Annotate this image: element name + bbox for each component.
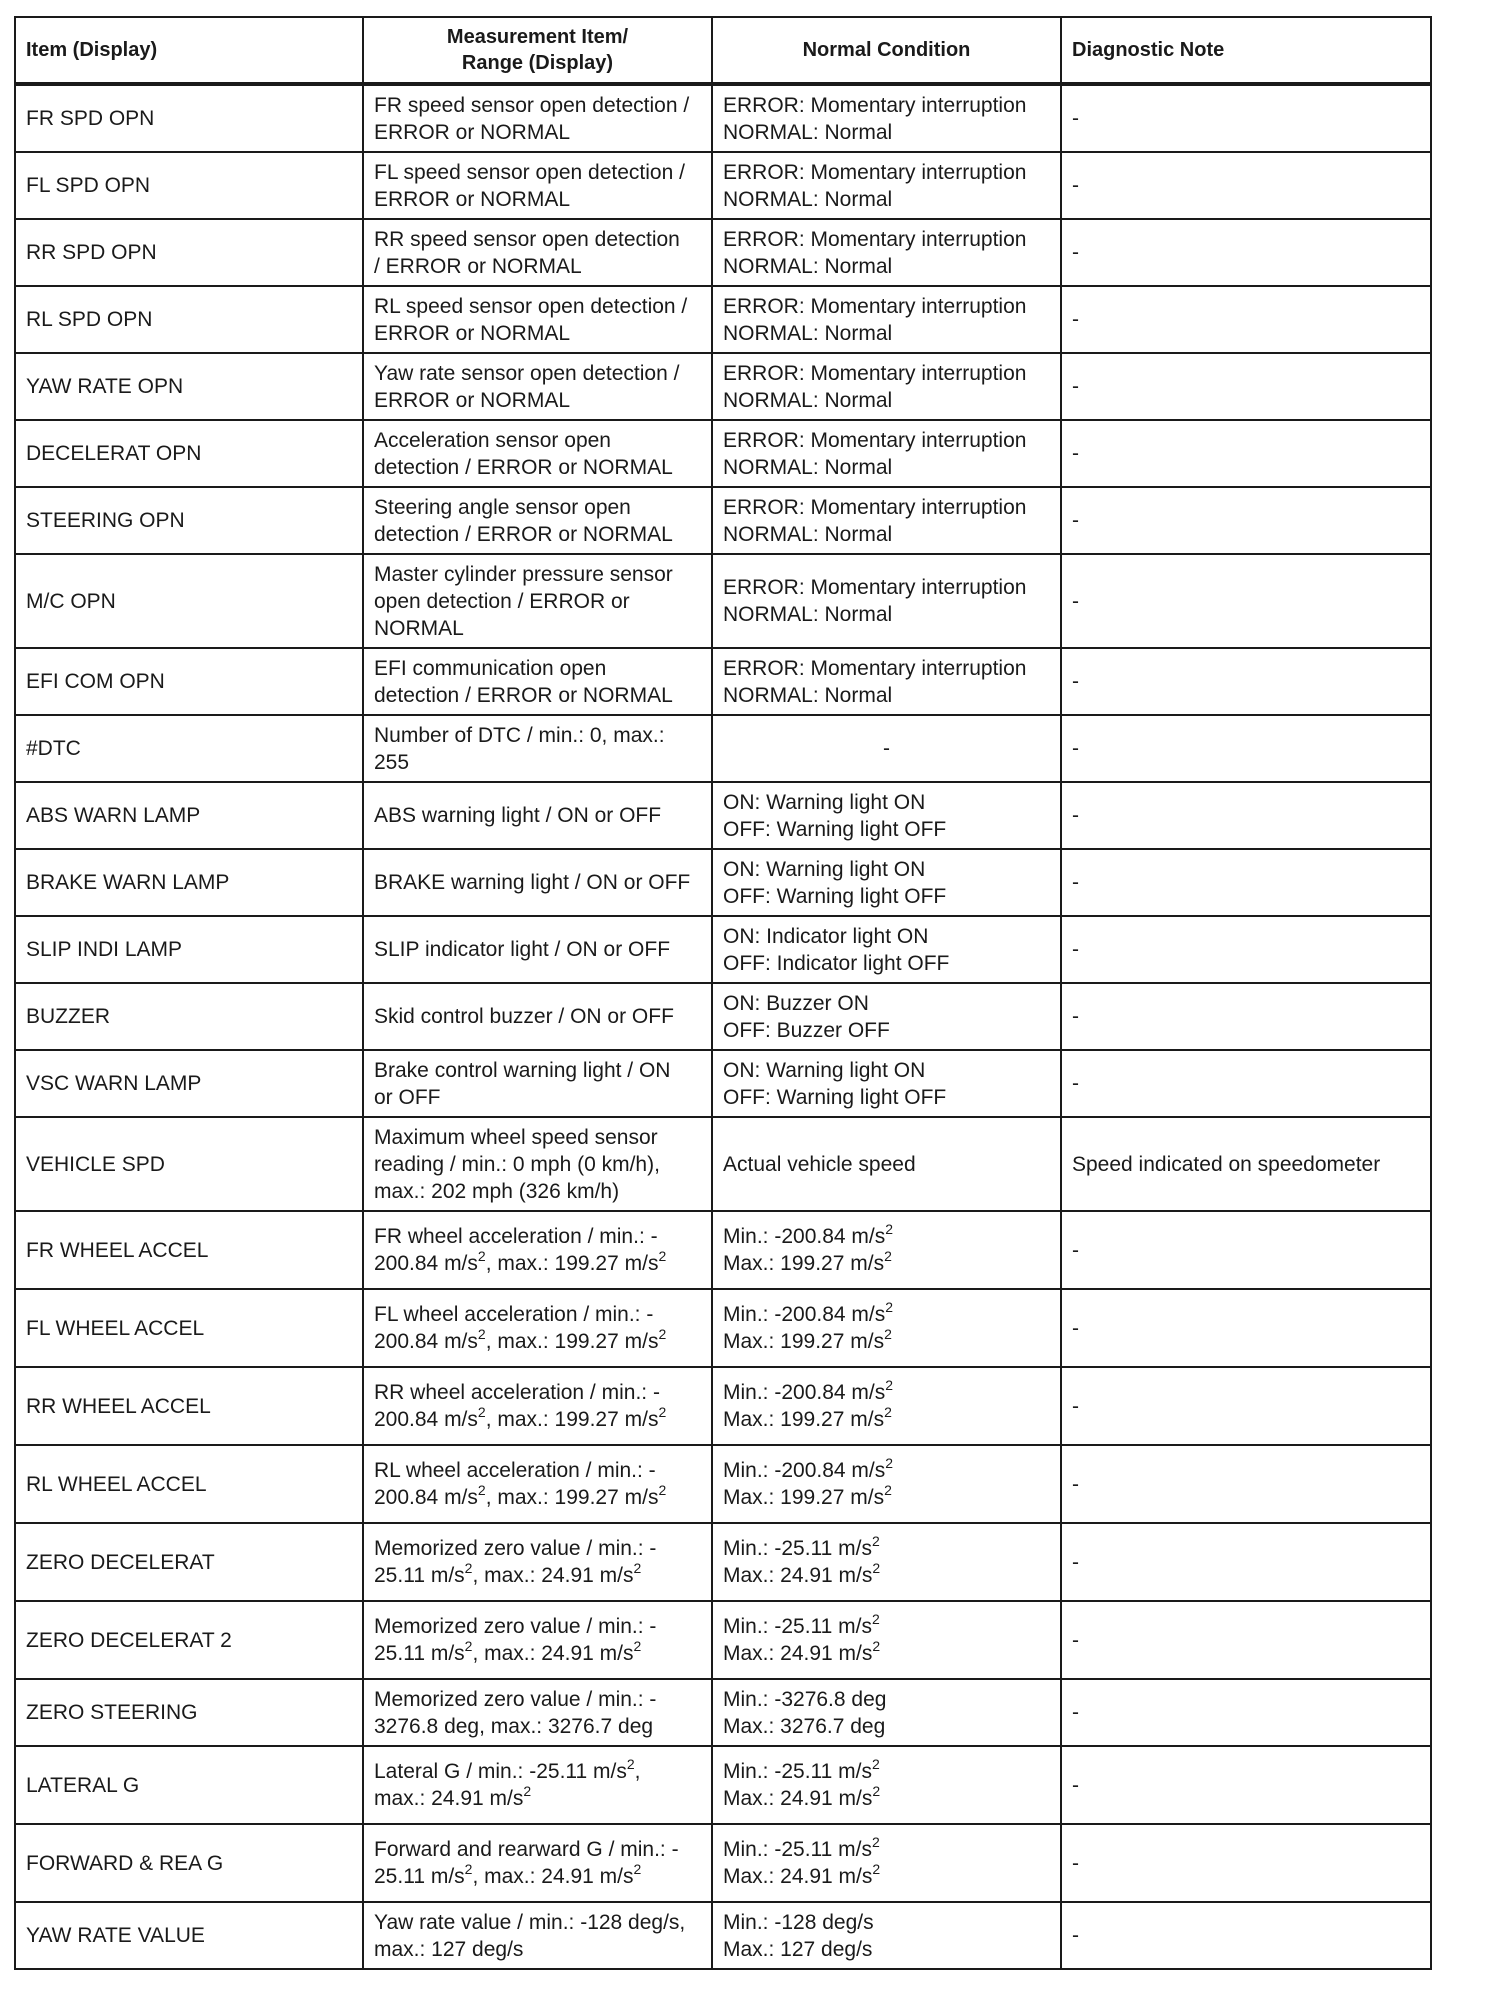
cell-normal	[712, 1117, 1061, 1211]
cell-measurement	[363, 1746, 712, 1824]
cell-item: STEERING OPN	[15, 487, 363, 554]
measurement-line: 255	[374, 750, 410, 774]
normal-line: Max.: 127 deg/s	[723, 1937, 873, 1961]
measurement-line: NORMAL	[374, 616, 464, 640]
normal-line: ERROR: Momentary interruption	[723, 428, 1027, 452]
normal-line: Min.: -200.84 $m/s^2$	[723, 1299, 894, 1326]
cell-item: FORWARD & REA G	[15, 1824, 363, 1902]
cell-measurement	[363, 849, 712, 916]
measurement-line: Brake control warning light / ON	[374, 1058, 671, 1082]
cell-item: M/C OPN	[15, 554, 363, 648]
cell-normal	[712, 1367, 1061, 1445]
normal-line: NORMAL: Normal	[723, 683, 893, 707]
cell-measurement	[363, 353, 712, 420]
cell-measurement	[363, 554, 712, 648]
cell-measurement	[363, 1601, 712, 1679]
normal-line: Min.: -25.11 $m/s^2$	[723, 1533, 880, 1560]
table-row	[15, 1824, 1431, 1902]
table-row	[15, 353, 1431, 420]
cell-item: RR WHEEL ACCEL	[15, 1367, 363, 1445]
normal-line: ON: Warning light ON	[723, 1058, 926, 1082]
table-row	[15, 1902, 1431, 1969]
cell-item: #DTC	[15, 715, 363, 782]
table-row	[15, 84, 1431, 152]
cell-normal	[712, 554, 1061, 648]
cell-item: YAW RATE VALUE	[15, 1902, 363, 1969]
table-row	[15, 1679, 1431, 1746]
cell-measurement	[363, 1445, 712, 1523]
normal-line: Max.: 3276.7 deg	[723, 1714, 886, 1738]
cell-measurement	[363, 916, 712, 983]
measurement-line: Lateral G / min.: -25.11 $m/s^2$,	[374, 1756, 641, 1783]
table-row	[15, 1289, 1431, 1367]
cell-normal	[712, 219, 1061, 286]
header-measurement-line2: Range (Display)	[461, 52, 614, 74]
table-row	[15, 152, 1431, 219]
table-row	[15, 1746, 1431, 1824]
normal-line: ERROR: Momentary interruption	[723, 495, 1027, 519]
cell-item: ZERO DECELERAT 2	[15, 1601, 363, 1679]
measurement-line: Acceleration sensor open	[374, 428, 611, 452]
cell-measurement	[363, 1211, 712, 1289]
cell-measurement	[363, 782, 712, 849]
normal-line: Max.: 24.91 $m/s^2$	[723, 1560, 881, 1587]
normal-line: NORMAL: Normal	[723, 321, 893, 345]
cell-note: -	[1061, 715, 1431, 782]
cell-normal	[712, 916, 1061, 983]
measurement-line: / ERROR or NORMAL	[374, 254, 582, 278]
normal-line: ERROR: Momentary interruption	[723, 294, 1027, 318]
table-row	[15, 715, 1431, 782]
cell-item: ABS WARN LAMP	[15, 782, 363, 849]
measurement-line: max.: 202 mph (326 km/h)	[374, 1179, 620, 1203]
measurement-line: max.: 127 deg/s	[374, 1937, 524, 1961]
normal-line: Min.: -128 deg/s	[723, 1910, 874, 1934]
cell-normal	[712, 420, 1061, 487]
cell-note: -	[1061, 1523, 1431, 1601]
table-row	[15, 554, 1431, 648]
normal-line: ERROR: Momentary interruption	[723, 656, 1027, 680]
normal-line: Max.: 199.27 $m/s^2$	[723, 1248, 892, 1275]
table-body	[15, 84, 1431, 1969]
cell-note: -	[1061, 420, 1431, 487]
cell-normal	[712, 648, 1061, 715]
header-measurement-line1: Measurement Item/	[446, 26, 629, 48]
normal-line: Max.: 24.91 $m/s^2$	[723, 1783, 881, 1810]
normal-line: ON: Indicator light ON	[723, 924, 929, 948]
data-table	[14, 16, 1432, 1970]
cell-measurement	[363, 219, 712, 286]
cell-measurement	[363, 420, 712, 487]
table-row	[15, 1211, 1431, 1289]
cell-item: SLIP INDI LAMP	[15, 916, 363, 983]
measurement-line: Forward and rearward G / min.: -	[374, 1838, 679, 1861]
normal-line: NORMAL: Normal	[723, 603, 893, 626]
normal-line: NORMAL: Normal	[723, 120, 893, 144]
normal-line: -	[883, 737, 890, 760]
normal-line: OFF: Buzzer OFF	[723, 1018, 890, 1042]
measurement-line: 200.84 $m/s^2$, max.: 199.27 $m/s^2$	[374, 1326, 667, 1353]
table-row	[15, 1050, 1431, 1117]
normal-line: OFF: Warning light OFF	[723, 884, 947, 908]
cell-normal	[712, 1902, 1061, 1969]
cell-note: -	[1061, 1367, 1431, 1445]
cell-item: VSC WARN LAMP	[15, 1050, 363, 1117]
measurement-line: RR speed sensor open detection	[374, 227, 680, 251]
measurement-line: ERROR or NORMAL	[374, 187, 571, 211]
table-row	[15, 1367, 1431, 1445]
table-row	[15, 1445, 1431, 1523]
measurement-line: Number of DTC / min.: 0, max.:	[374, 723, 665, 747]
cell-normal	[712, 1601, 1061, 1679]
cell-normal	[712, 715, 1061, 782]
normal-line: OFF: Warning light OFF	[723, 817, 947, 841]
measurement-line: Steering angle sensor open	[374, 495, 631, 519]
cell-measurement	[363, 84, 712, 152]
table-row	[15, 782, 1431, 849]
cell-normal	[712, 1050, 1061, 1117]
cell-item: YAW RATE OPN	[15, 353, 363, 420]
normal-line: ON: Warning light ON	[723, 790, 926, 814]
table-row	[15, 286, 1431, 353]
cell-normal	[712, 286, 1061, 353]
cell-note: -	[1061, 1824, 1431, 1902]
cell-normal	[712, 353, 1061, 420]
cell-note: -	[1061, 1601, 1431, 1679]
measurement-line: Skid control buzzer / ON or OFF	[374, 1005, 674, 1028]
cell-normal	[712, 1824, 1061, 1902]
table-row	[15, 1117, 1431, 1211]
measurement-line: ERROR or NORMAL	[374, 388, 571, 412]
normal-line: NORMAL: Normal	[723, 455, 893, 479]
cell-note: -	[1061, 1289, 1431, 1367]
normal-line: Max.: 199.27 $m/s^2$	[723, 1404, 892, 1431]
cell-item: RL WHEEL ACCEL	[15, 1445, 363, 1523]
measurement-line: 25.11 $m/s^2$, max.: 24.91 $m/s^2$	[374, 1861, 642, 1888]
cell-normal	[712, 1289, 1061, 1367]
normal-line: NORMAL: Normal	[723, 522, 893, 546]
cell-note: -	[1061, 1746, 1431, 1824]
cell-note: -	[1061, 916, 1431, 983]
measurement-line: Memorized zero value / min.: -	[374, 1687, 657, 1711]
cell-note: -	[1061, 487, 1431, 554]
cell-normal	[712, 1445, 1061, 1523]
cell-item: RR SPD OPN	[15, 219, 363, 286]
cell-note: -	[1061, 219, 1431, 286]
cell-item: FR SPD OPN	[15, 84, 363, 152]
cell-note: -	[1061, 782, 1431, 849]
normal-line: OFF: Warning light OFF	[723, 1085, 947, 1109]
cell-note: -	[1061, 1211, 1431, 1289]
normal-line: Max.: 199.27 $m/s^2$	[723, 1482, 892, 1509]
measurement-line: Master cylinder pressure sensor	[374, 562, 673, 586]
cell-measurement	[363, 648, 712, 715]
measurement-line: detection / ERROR or NORMAL	[374, 522, 673, 546]
header-note: Diagnostic Note	[1061, 17, 1431, 84]
measurement-line: RL wheel acceleration / min.: -	[374, 1459, 656, 1482]
measurement-line: SLIP indicator light / ON or OFF	[374, 938, 671, 961]
measurement-line: detection / ERROR or NORMAL	[374, 455, 673, 479]
cell-note: Speed indicated on speedometer	[1061, 1117, 1431, 1211]
cell-note: -	[1061, 1902, 1431, 1969]
normal-line: Actual vehicle speed	[723, 1152, 916, 1176]
normal-line: ON: Warning light ON	[723, 857, 926, 881]
cell-measurement	[363, 1824, 712, 1902]
cell-note: -	[1061, 849, 1431, 916]
cell-measurement	[363, 1289, 712, 1367]
normal-line: NORMAL: Normal	[723, 187, 893, 211]
measurement-line: FR speed sensor open detection /	[374, 93, 690, 117]
cell-measurement	[363, 983, 712, 1050]
cell-measurement	[363, 715, 712, 782]
measurement-line: max.: 24.91 $m/s^2$	[374, 1783, 532, 1810]
cell-measurement	[363, 1679, 712, 1746]
cell-normal	[712, 1679, 1061, 1746]
cell-item: FR WHEEL ACCEL	[15, 1211, 363, 1289]
cell-measurement	[363, 1117, 712, 1211]
normal-line: ERROR: Momentary interruption	[723, 93, 1027, 117]
cell-item: LATERAL G	[15, 1746, 363, 1824]
measurement-line: or OFF	[374, 1085, 441, 1109]
measurement-line: Yaw rate sensor open detection /	[374, 361, 680, 385]
normal-line: Max.: 24.91 $m/s^2$	[723, 1861, 881, 1888]
table-row	[15, 1523, 1431, 1601]
measurement-line: 200.84 $m/s^2$, max.: 199.27 $m/s^2$	[374, 1404, 667, 1431]
cell-measurement	[363, 1523, 712, 1601]
header-measurement	[363, 17, 712, 84]
measurement-line: open detection / ERROR or	[374, 589, 630, 613]
normal-line: Max.: 24.91 $m/s^2$	[723, 1638, 881, 1665]
normal-line: Min.: -3276.8 deg	[723, 1687, 887, 1711]
cell-note: -	[1061, 554, 1431, 648]
cell-normal	[712, 152, 1061, 219]
normal-line: Min.: -200.84 $m/s^2$	[723, 1455, 894, 1482]
cell-normal	[712, 84, 1061, 152]
header-normal: Normal Condition	[712, 17, 1061, 84]
cell-note: -	[1061, 353, 1431, 420]
table-row	[15, 648, 1431, 715]
measurement-line: RL speed sensor open detection /	[374, 294, 688, 318]
table-row	[15, 487, 1431, 554]
cell-item: FL SPD OPN	[15, 152, 363, 219]
measurement-line: 25.11 $m/s^2$, max.: 24.91 $m/s^2$	[374, 1638, 642, 1665]
cell-normal	[712, 1746, 1061, 1824]
cell-note: -	[1061, 1445, 1431, 1523]
table-row	[15, 1601, 1431, 1679]
header-row	[15, 17, 1431, 84]
measurement-line: EFI communication open	[374, 656, 607, 680]
normal-line: NORMAL: Normal	[723, 254, 893, 278]
normal-line: ON: Buzzer ON	[723, 991, 869, 1015]
normal-line: Min.: -25.11 $m/s^2$	[723, 1611, 880, 1638]
measurement-line: Memorized zero value / min.: -	[374, 1537, 657, 1560]
measurement-line: FR wheel acceleration / min.: -	[374, 1225, 658, 1248]
normal-line: ERROR: Momentary interruption	[723, 227, 1027, 251]
normal-line: Min.: -25.11 $m/s^2$	[723, 1756, 880, 1783]
measurement-line: 3276.8 deg, max.: 3276.7 deg	[374, 1714, 654, 1738]
measurement-line: 200.84 $m/s^2$, max.: 199.27 $m/s^2$	[374, 1482, 667, 1509]
measurement-line: 25.11 $m/s^2$, max.: 24.91 $m/s^2$	[374, 1560, 642, 1587]
measurement-line: FL wheel acceleration / min.: -	[374, 1303, 654, 1326]
cell-measurement	[363, 152, 712, 219]
measurement-line: Yaw rate value / min.: -128 deg/s,	[374, 1910, 686, 1934]
cell-item: ZERO DECELERAT	[15, 1523, 363, 1601]
normal-line: OFF: Indicator light OFF	[723, 951, 950, 975]
cell-normal	[712, 983, 1061, 1050]
measurement-line: 200.84 $m/s^2$, max.: 199.27 $m/s^2$	[374, 1248, 667, 1275]
cell-normal	[712, 1211, 1061, 1289]
cell-note: -	[1061, 84, 1431, 152]
measurement-line: detection / ERROR or NORMAL	[374, 683, 673, 707]
cell-note: -	[1061, 1679, 1431, 1746]
cell-note: -	[1061, 152, 1431, 219]
measurement-line: Maximum wheel speed sensor	[374, 1125, 658, 1149]
measurement-line: ERROR or NORMAL	[374, 321, 571, 345]
cell-measurement	[363, 286, 712, 353]
cell-item: DECELERAT OPN	[15, 420, 363, 487]
cell-item: BUZZER	[15, 983, 363, 1050]
table-row	[15, 916, 1431, 983]
measurement-line: reading / min.: 0 mph (0 km/h),	[374, 1152, 660, 1176]
cell-normal	[712, 1523, 1061, 1601]
cell-item: EFI COM OPN	[15, 648, 363, 715]
normal-line: ERROR: Momentary interruption	[723, 361, 1027, 385]
measurement-line: FL speed sensor open detection /	[374, 160, 685, 184]
measurement-line: ERROR or NORMAL	[374, 120, 571, 144]
cell-normal	[712, 849, 1061, 916]
cell-item: ZERO STEERING	[15, 1679, 363, 1746]
cell-item: VEHICLE SPD	[15, 1117, 363, 1211]
table-row	[15, 849, 1431, 916]
cell-note: -	[1061, 648, 1431, 715]
normal-line: Max.: 199.27 $m/s^2$	[723, 1326, 892, 1353]
table-row	[15, 983, 1431, 1050]
measurement-line: ABS warning light / ON or OFF	[374, 804, 662, 827]
cell-normal	[712, 782, 1061, 849]
measurement-line: Memorized zero value / min.: -	[374, 1615, 657, 1638]
cell-measurement	[363, 487, 712, 554]
cell-normal	[712, 487, 1061, 554]
cell-measurement	[363, 1050, 712, 1117]
normal-line: ERROR: Momentary interruption	[723, 576, 1027, 599]
cell-measurement	[363, 1902, 712, 1969]
table-row	[15, 219, 1431, 286]
table-row	[15, 420, 1431, 487]
normal-line: Min.: -200.84 $m/s^2$	[723, 1221, 894, 1248]
header-item: Item (Display)	[15, 17, 363, 84]
cell-item: RL SPD OPN	[15, 286, 363, 353]
normal-line: NORMAL: Normal	[723, 388, 893, 412]
cell-note: -	[1061, 286, 1431, 353]
measurement-line: RR wheel acceleration / min.: -	[374, 1381, 660, 1404]
cell-measurement	[363, 1367, 712, 1445]
cell-item: FL WHEEL ACCEL	[15, 1289, 363, 1367]
normal-line: Min.: -200.84 $m/s^2$	[723, 1377, 894, 1404]
normal-line: ERROR: Momentary interruption	[723, 160, 1027, 184]
measurement-line: BRAKE warning light / ON or OFF	[374, 871, 691, 894]
cell-note: -	[1061, 1050, 1431, 1117]
cell-note: -	[1061, 983, 1431, 1050]
normal-line: Min.: -25.11 $m/s^2$	[723, 1834, 880, 1861]
cell-item: BRAKE WARN LAMP	[15, 849, 363, 916]
